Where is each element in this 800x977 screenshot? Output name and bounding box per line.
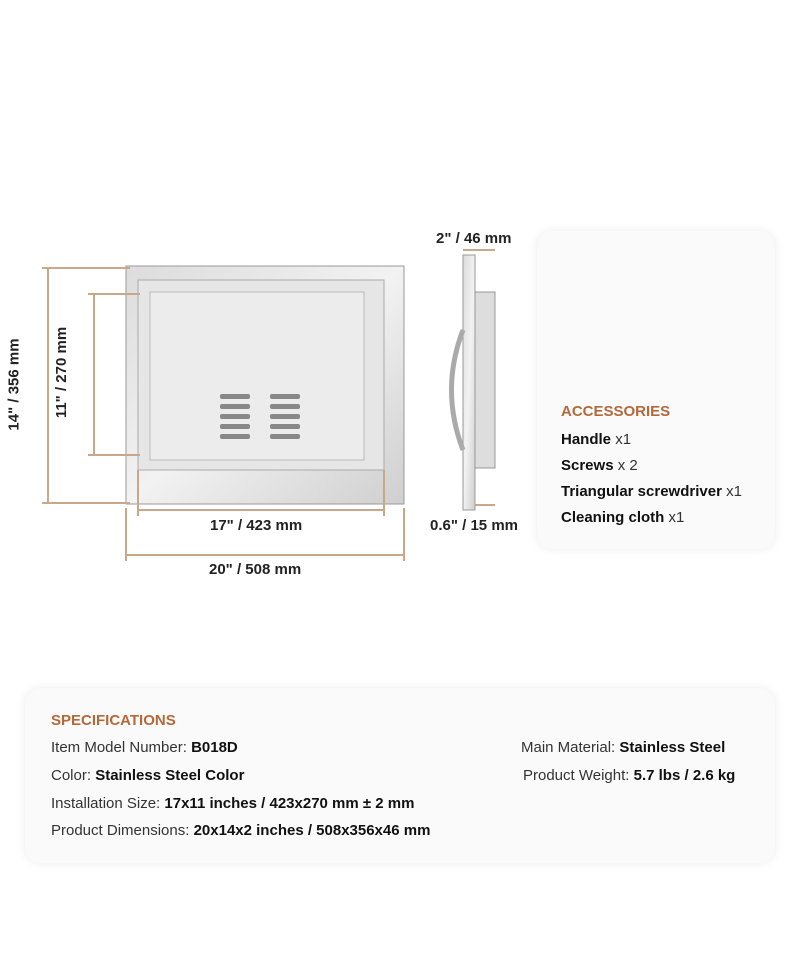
accessory-qty: x 2: [617, 457, 638, 474]
spec-value: 17x11 inches / 423x270 mm ± 2 mm: [164, 795, 415, 812]
accessory-name: Triangular screwdriver: [561, 483, 722, 500]
dim-height-install: 11" / 270 mm: [53, 326, 71, 419]
dim-depth-total: 2" / 46 mm: [436, 230, 512, 247]
accessory-qty: x1: [726, 483, 742, 500]
dim-width-total: 20" / 508 mm: [209, 561, 302, 578]
spec-label: Main Material:: [521, 739, 616, 756]
accessory-name: Handle: [561, 431, 612, 448]
accessory-qty: x1: [615, 431, 632, 448]
specifications-card: [25, 688, 775, 863]
spec-value: 20x14x2 inches / 508x356x46 mm: [193, 822, 431, 839]
spec-value: Stainless Steel Color: [95, 767, 245, 784]
accessory-name: Cleaning cloth: [561, 509, 665, 526]
spec-label: Installation Size:: [51, 795, 161, 812]
accessory-item: [561, 509, 684, 526]
spec-value: B018D: [191, 739, 238, 756]
spec-row: [521, 739, 725, 756]
spec-label: Item Model Number:: [51, 739, 187, 756]
spec-row: [51, 822, 430, 839]
accessory-item: [561, 483, 742, 500]
accessories-card: [537, 231, 775, 549]
accessory-item: [561, 457, 638, 474]
accessory-item: [561, 431, 631, 448]
accessory-name: Screws: [561, 457, 614, 474]
dim-width-install: 17" / 423 mm: [210, 517, 303, 534]
spec-row: [523, 767, 735, 784]
specifications-title: SPECIFICATIONS: [51, 712, 176, 729]
accessory-qty: x1: [668, 509, 685, 526]
spec-row: [51, 739, 238, 756]
accessories-title: ACCESSORIES: [561, 403, 671, 420]
spec-label: Product Weight:: [523, 767, 630, 784]
spec-label: Color:: [51, 767, 92, 784]
dim-height-total: 14" / 356 mm: [5, 338, 23, 431]
door-front: [126, 266, 404, 504]
spec-value: 5.7 lbs / 2.6 kg: [633, 767, 736, 784]
dim-depth-flange: 0.6" / 15 mm: [430, 517, 518, 534]
spec-row: [51, 767, 244, 784]
spec-row: [51, 795, 414, 812]
door-side-view: [452, 255, 496, 510]
spec-label: Product Dimensions:: [51, 822, 190, 839]
spec-value: Stainless Steel: [619, 739, 726, 756]
